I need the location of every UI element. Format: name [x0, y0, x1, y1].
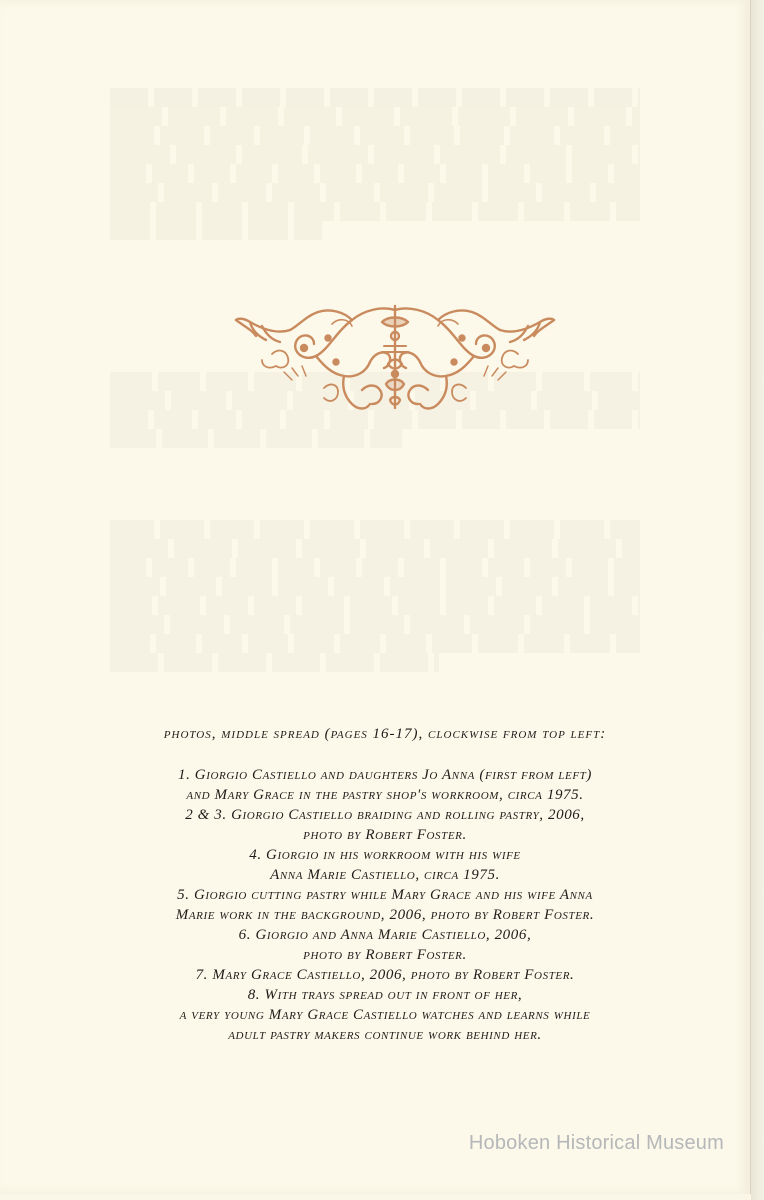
caption-line: 4. Giorgio in his workroom with his wife — [249, 847, 521, 863]
caption-line: photo by Robert Foster. — [303, 827, 467, 843]
museum-watermark: Hoboken Historical Museum — [468, 1132, 724, 1154]
caption-line: 8. With trays spread out in front of her, — [247, 987, 523, 1003]
show-through-texture — [110, 520, 640, 672]
photo-caption-block — [120, 724, 650, 1045]
caption-line: 7. Mary Grace Castiello, 2006, photo by Robert Foster. — [195, 967, 575, 983]
caption-line: 2 & 3. Giorgio Castiello braiding and rolling pastry, 2006, — [185, 807, 585, 823]
caption-line: 6. Giorgio and Anna Marie Castiello, 2006, — [238, 927, 532, 943]
page-edge — [751, 0, 764, 1200]
caption-line: Marie work in the background, 2006, photo by Robert Foster. — [175, 907, 595, 923]
show-through-texture — [110, 88, 640, 240]
caption-line: 5. Giorgio cutting pastry while Mary Grace and his wife Anna — [177, 887, 593, 903]
caption-line: photo by Robert Foster. — [303, 947, 467, 963]
caption-line: 1. Giorgio Castiello and daughters Jo Anna (first from left) — [178, 767, 592, 783]
floral-headpiece-ornament-icon — [232, 296, 558, 416]
caption-heading: photos, middle spread (pages 16-17), clockwise from top left: — [163, 726, 607, 742]
caption-line: Anna Marie Castiello, circa 1975. — [270, 867, 500, 883]
caption-line: a very young Mary Grace Castiello watches and learns while — [179, 1007, 591, 1023]
caption-line: adult pastry makers continue work behind her. — [228, 1027, 542, 1043]
caption-line: and Mary Grace in the pastry shop's workroom, circa 1975. — [186, 787, 584, 803]
